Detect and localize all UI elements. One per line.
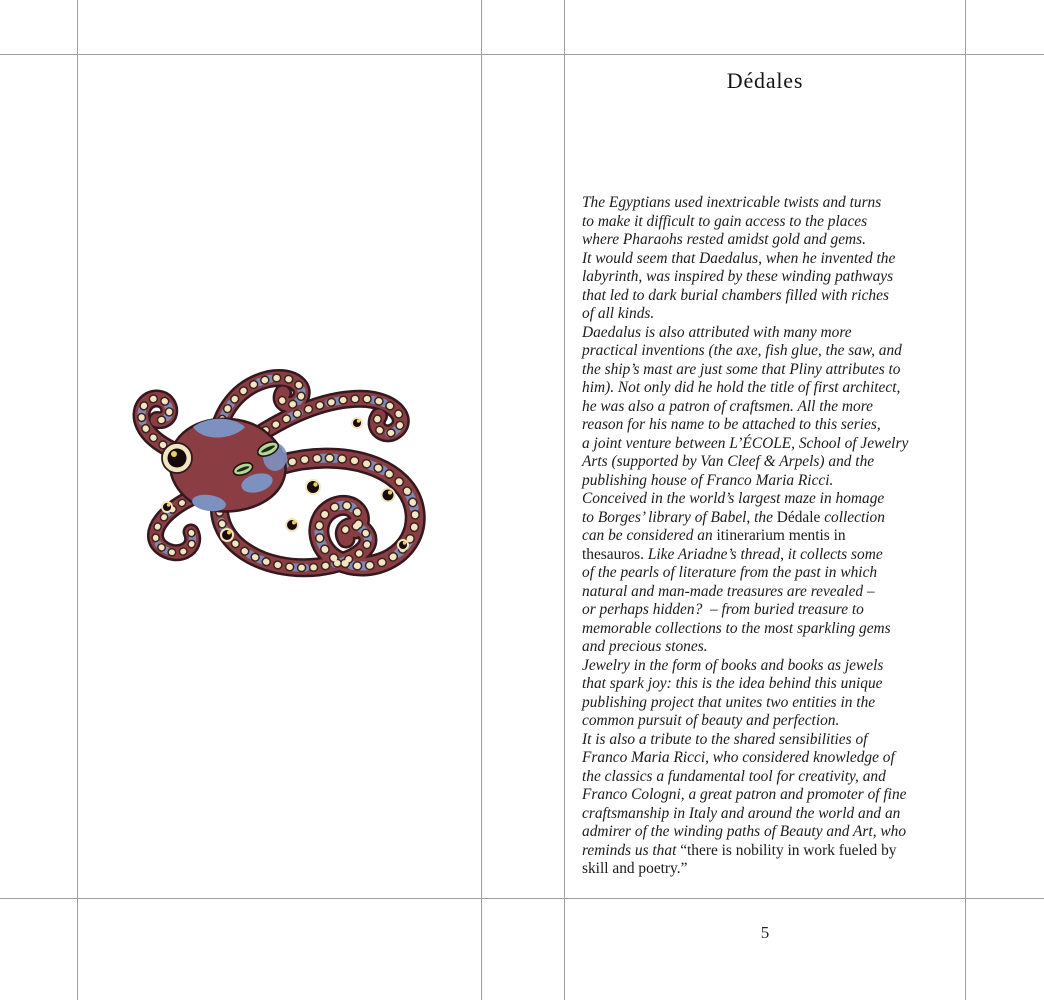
text-line: Conceived in the world’s largest maze in homage bbox=[582, 490, 885, 507]
text-line: the ship’s mast are just some that Pliny attributes to bbox=[582, 360, 901, 378]
text-line: or perhaps hidden? – from buried treasure to bbox=[582, 601, 864, 618]
article-text bbox=[582, 194, 964, 879]
text-line: admirer of the winding paths of Beauty and Art, who bbox=[582, 823, 907, 840]
text-line: It is also a tribute to the shared sensibilities of bbox=[582, 730, 868, 748]
text-line: and precious stones. bbox=[582, 638, 708, 655]
text-line: common pursuit of beauty and perfection. bbox=[582, 712, 840, 729]
text-line: of the pearls of literature from the past in which bbox=[582, 564, 878, 581]
text-line: of all kinds. bbox=[582, 305, 655, 322]
text-line: thesauros. Like Ariadne’s thread, it collects some bbox=[582, 545, 883, 563]
text-line: memorable collections to the most sparkling gems bbox=[582, 619, 891, 637]
text-line: where Pharaohs rested amidst gold and gems. bbox=[582, 231, 866, 248]
grid-line-vertical-4 bbox=[965, 0, 966, 1000]
text-line: the classics a fundamental tool for creativity, and bbox=[582, 767, 886, 785]
grid-line-horizontal-bottom bbox=[0, 898, 1044, 899]
page-title: Dédales bbox=[726, 68, 804, 93]
text-line: Daedalus is also attributed with many more bbox=[582, 323, 852, 341]
right-page bbox=[565, 55, 965, 942]
page-number: 5 bbox=[760, 923, 770, 942]
text-line: reminds us that “there is nobility in work fueled by bbox=[582, 841, 897, 859]
text-line: to Borges’ library of Babel, the Dédale collection bbox=[582, 508, 885, 526]
text-line: can be considered an itinerarium mentis in bbox=[582, 527, 846, 544]
text-line: that spark joy: this is the idea behind this unique bbox=[582, 675, 883, 692]
text-line: Franco Cologni, a great patron and promoter of fine bbox=[582, 786, 907, 803]
text-line: The Egyptians used inextricable twists and turns bbox=[582, 194, 882, 211]
text-line: him). Not only did he hold the title of first architect, bbox=[582, 379, 901, 396]
text-line: practical inventions (the axe, fish glue, the saw, and bbox=[582, 342, 902, 359]
text-line: that led to dark burial chambers filled with riches bbox=[582, 286, 889, 304]
text-line: natural and man-made treasures are revealed – bbox=[582, 582, 875, 600]
text-line: Jewelry in the form of books and books as jewels bbox=[582, 656, 884, 674]
octopus-illustration bbox=[105, 365, 450, 600]
text-line: reason for his name to be attached to this series, bbox=[582, 416, 881, 433]
text-line: Arts (supported by Van Cleef & Arpels) and the bbox=[582, 453, 875, 470]
text-line: publishing house of Franco Maria Ricci. bbox=[582, 471, 834, 489]
text-line: labyrinth, was inspired by these winding pathways bbox=[582, 268, 894, 285]
text-line: Franco Maria Ricci, who considered knowledge of bbox=[582, 749, 895, 766]
text-line: he was also a patron of craftsmen. All the more bbox=[582, 397, 873, 415]
text-line: to make it difficult to gain access to the places bbox=[582, 212, 868, 230]
left-page bbox=[78, 55, 481, 898]
text-line: a joint venture between L’ÉCOLE, School of Jewelry bbox=[582, 434, 909, 452]
text-line: publishing project that unites two entities in the bbox=[582, 693, 876, 711]
text-line: skill and poetry.” bbox=[582, 860, 688, 877]
text-line: It would seem that Daedalus, when he invented the bbox=[582, 249, 896, 267]
text-line: craftsmanship in Italy and around the world and an bbox=[582, 804, 901, 822]
grid-line-vertical-2 bbox=[481, 0, 482, 1000]
